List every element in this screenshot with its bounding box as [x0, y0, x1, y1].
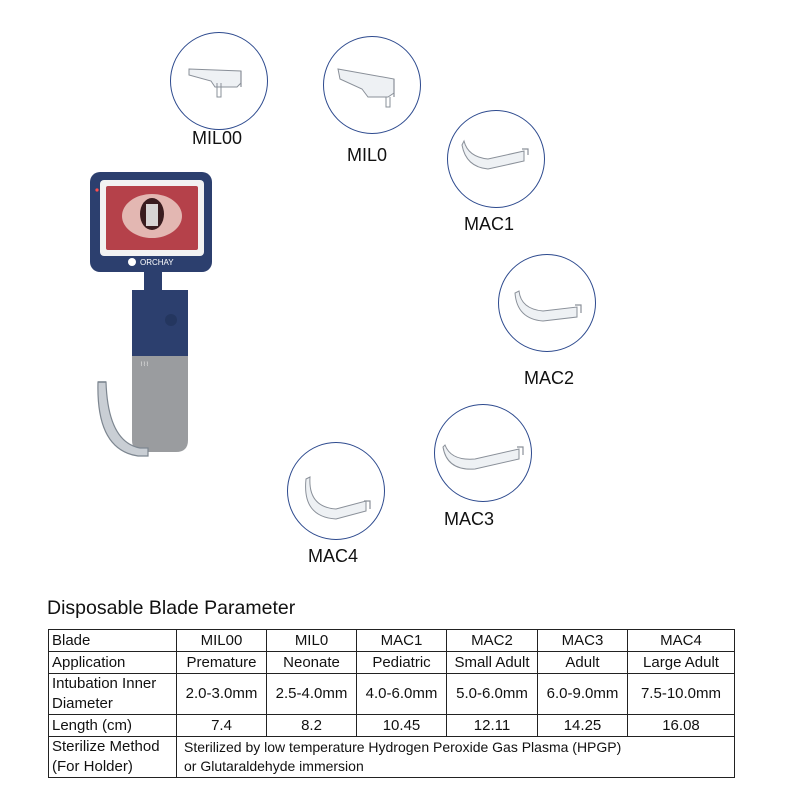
diameter-label-line-2: Diameter — [52, 695, 113, 712]
table-row — [49, 674, 735, 715]
table-cell: 16.08 — [628, 715, 735, 737]
table-cell: Application — [49, 652, 177, 674]
table-cell: Blade — [49, 630, 177, 652]
sterilize-text-line-2: or Glutaraldehyde immersion — [184, 758, 364, 774]
curved-blade-icon — [288, 443, 384, 539]
table-cell: Pediatric — [357, 652, 447, 674]
straight-blade-icon — [171, 33, 267, 129]
blade-mac2-image — [498, 254, 596, 352]
table-cell — [49, 737, 177, 778]
table-cell: 5.0-6.0mm — [447, 674, 538, 715]
blade-label-mac4: MAC4 — [308, 546, 359, 566]
blade-mil0-image — [323, 36, 421, 134]
table-cell: 8.2 — [267, 715, 357, 737]
table-row — [49, 715, 735, 737]
table-title: Disposable Blade Parameter — [47, 597, 296, 619]
sterilize-label-line-1: Sterilize Method — [52, 738, 160, 755]
blade-mac3-image — [434, 404, 532, 502]
table-cell — [49, 674, 177, 715]
table-row — [49, 630, 735, 652]
table-cell: Premature — [177, 652, 267, 674]
straight-blade-icon — [324, 37, 420, 133]
curved-blade-icon — [435, 405, 531, 501]
table-cell: 7.5-10.0mm — [628, 674, 735, 715]
table-cell: 7.4 — [177, 715, 267, 737]
svg-text:⌇⌇⌇: ⌇⌇⌇ — [140, 362, 149, 368]
table-cell: Adult — [538, 652, 628, 674]
table-cell: Length (cm) — [49, 715, 177, 737]
sterilize-text-line-1: Sterilized by low temperature Hydrogen Peroxide Gas Plasma (HPGP) — [184, 739, 622, 755]
curved-blade-icon — [499, 255, 595, 351]
blade-mac4-image — [287, 442, 385, 540]
diameter-label-line-1: Intubation Inner — [52, 675, 157, 692]
table-cell — [177, 737, 735, 778]
table-cell: 2.0-3.0mm — [177, 674, 267, 715]
blade-label-mac3: MAC3 — [444, 509, 495, 529]
table-cell: 10.45 — [357, 715, 447, 737]
table-cell: MAC4 — [628, 630, 735, 652]
video-laryngoscope-icon — [86, 170, 216, 470]
table-row — [49, 652, 735, 674]
blade-mac1-image — [447, 110, 545, 208]
blade-label-mac1: MAC1 — [464, 214, 515, 234]
table-cell: 14.25 — [538, 715, 628, 737]
blade-mil00-image — [170, 32, 268, 130]
table-row — [49, 737, 735, 778]
table-cell: 2.5-4.0mm — [267, 674, 357, 715]
blade-parameter-table — [48, 629, 735, 778]
blade-label-mil0: MIL0 — [347, 145, 388, 165]
table-cell: MIL00 — [177, 630, 267, 652]
table-cell: 6.0-9.0mm — [538, 674, 628, 715]
table-cell: MAC2 — [447, 630, 538, 652]
brand-text: ORCHAY — [140, 258, 174, 267]
curved-blade-icon — [448, 111, 544, 207]
blade-label-mil00: MIL00 — [192, 128, 243, 148]
table-cell: 4.0-6.0mm — [357, 674, 447, 715]
table-cell: Large Adult — [628, 652, 735, 674]
table-cell: 12.11 — [447, 715, 538, 737]
table-cell: Neonate — [267, 652, 357, 674]
table-cell: MAC1 — [357, 630, 447, 652]
sterilize-label-line-2: (For Holder) — [52, 758, 133, 775]
blade-label-mac2: MAC2 — [524, 368, 575, 388]
table-cell: MAC3 — [538, 630, 628, 652]
table-cell: MIL0 — [267, 630, 357, 652]
table-cell: Small Adult — [447, 652, 538, 674]
